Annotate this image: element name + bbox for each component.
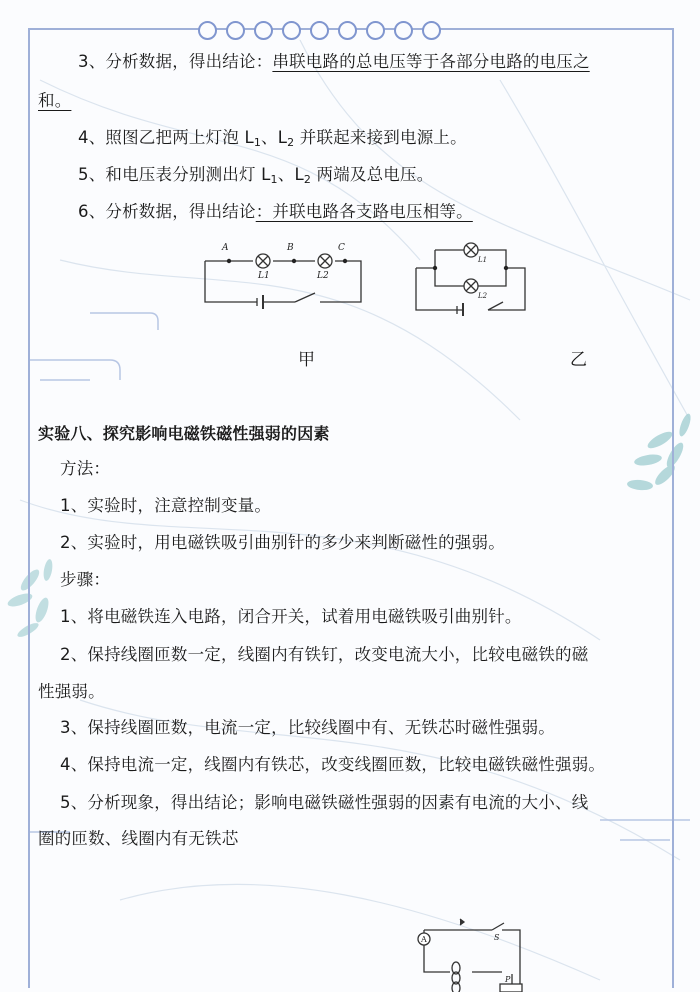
line-text: 5、和电压表分别测出灯 L: [78, 165, 271, 184]
binder-ring: [198, 21, 217, 40]
underlined-conclusion: 和。: [38, 91, 72, 110]
subscript: 1: [253, 136, 262, 149]
text-line-step4: [78, 126, 467, 155]
text-line-step3: [78, 50, 590, 74]
step-item: 1、将电磁铁连入电路，闭合开关，试着用电磁铁吸引曲别针。: [60, 607, 522, 626]
section-title: 实验八、探究影响电磁铁磁性强弱的因素: [38, 424, 330, 443]
binder-ring: [422, 21, 441, 40]
series-circuit-diagram: [195, 238, 370, 313]
underlined-conclusion: 串联电路的总电压等于各部分电路的电压之: [272, 52, 590, 71]
step-item: 5、分析现象，得出结论；影响电磁铁磁性强弱的因素有电流的大小、线: [60, 793, 589, 812]
method-item: 2、实验时，用电磁铁吸引曲别针的多少来判断磁性的强弱。: [60, 533, 505, 552]
line-text: 4、照图乙把两上灯泡 L: [78, 128, 254, 147]
text-line-step5: [78, 163, 433, 192]
step-item-cont: 性强弱。: [38, 682, 105, 701]
line-text: 6、分析数据，得出结论: [78, 202, 256, 221]
lamp-label-l1: L1: [258, 271, 270, 281]
binder-ring: [366, 21, 385, 40]
step-item: 2、保持线圈匝数一定，线圈内有铁钉，改变电流大小，比较电磁铁的磁: [60, 645, 589, 664]
binder-ring: [310, 21, 329, 40]
step-item: 3、保持线圈匝数，电流一定，比较线圈中有、无铁芯时磁性强弱。: [60, 718, 555, 737]
lamp-label-l2: L2: [317, 271, 329, 281]
lamp-label-l2: L2: [478, 292, 488, 300]
point-label-b: B: [287, 243, 294, 253]
line-text: 并联起来接到电源上。: [294, 128, 467, 147]
line-text: 、L: [261, 128, 288, 147]
line-text: 3、分析数据，得出结论：: [78, 52, 273, 71]
step-item: 4、保持电流一定，线圈内有铁芯，改变线圈匝数，比较电磁铁磁性强弱。: [60, 755, 606, 774]
point-label-a: A: [222, 243, 229, 253]
text-line-step3-cont: [38, 89, 71, 113]
steps-label: 步骤：: [60, 570, 111, 589]
underlined-conclusion: ：并联电路各支路电压相等。: [255, 202, 473, 221]
electromagnet-circuit-diagram: [412, 912, 532, 992]
ammeter-label: A: [421, 935, 427, 944]
subscript: 1: [270, 173, 278, 186]
text-line-step6: [78, 200, 473, 224]
figure-label-yi: 乙: [570, 350, 587, 370]
binder-ring: [338, 21, 357, 40]
subscript: 2: [303, 173, 312, 186]
figure-label-jia: 甲: [298, 350, 315, 370]
subscript: 2: [287, 136, 295, 149]
binder-ring: [226, 21, 245, 40]
lamp-label-l1: L1: [478, 256, 488, 264]
point-label-c: C: [338, 243, 345, 253]
binder-ring: [254, 21, 273, 40]
line-text: 两端及总电压。: [311, 165, 434, 184]
step-item-cont: 圈的匝数、线圈内有无铁芯: [38, 829, 239, 848]
binder-rings: [198, 21, 441, 40]
rheostat-label: P: [505, 975, 511, 984]
binder-ring: [394, 21, 413, 40]
switch-label: S: [494, 933, 500, 942]
line-text: 、L: [277, 165, 304, 184]
method-item: 1、实验时，注意控制变量。: [60, 496, 272, 515]
parallel-circuit-diagram: [408, 238, 533, 316]
binder-ring: [282, 21, 301, 40]
method-label: 方法：: [60, 459, 111, 478]
